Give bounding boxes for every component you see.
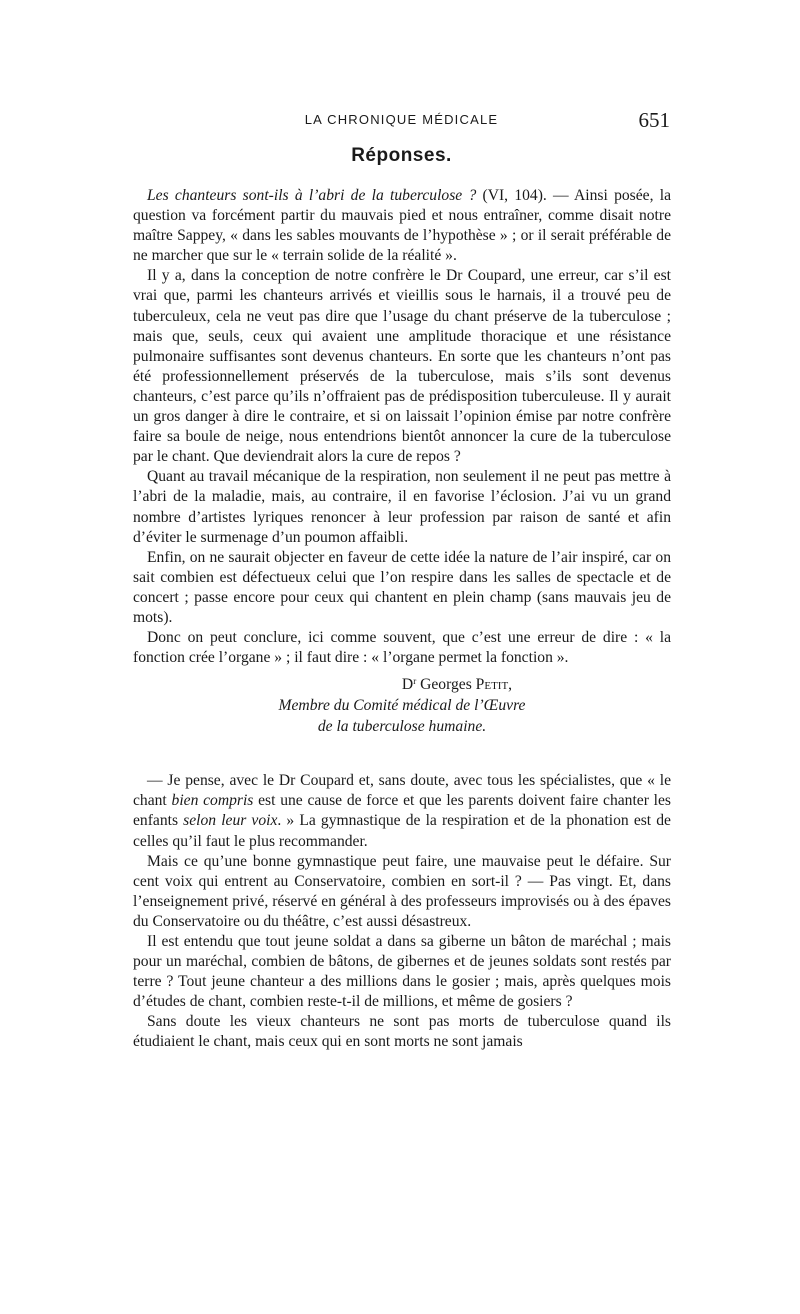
signature-block <box>133 674 671 737</box>
section-gap <box>133 737 671 771</box>
question-paragraph <box>133 186 671 266</box>
paragraph: Donc on peut conclure, ici comme souvent, que c’est une erreur de dire : « la fonction crée l’organe » ; il faut dire : « l’organe permet la fonction ». <box>133 629 671 667</box>
paragraph: Quant au travail mécanique de la respiration, non seulement il ne peut pas mettre à l’abri de la maladie, mais, au contraire, il en favorise l’éclosion. J’ai vu un grand nombre d’artistes lyriques renoncer à leur profession par raison de santé et afin d’éviter le surmenage d’un poumon affaibli. <box>133 468 671 546</box>
signature-affiliation-line2: de la tuberculose humaine. <box>317 718 487 736</box>
article-body <box>133 186 671 1053</box>
question-title: Les chanteurs sont-ils à l’abri de la tuberculose ? <box>147 187 477 204</box>
paragraph: Mais ce qu’une bonne gymnastique peut faire, une mauvaise peut le défaire. Sur cent voix qui entrent au Conservatoire, combien en sort-il ? — Pas vingt. Et, dans l’enseignement privé, réservé en général à des professeurs improvisés ou à des épaves du Conservatoire ou du théâtre, c’est aussi désastreux. <box>133 852 671 930</box>
section-title: Réponses. <box>351 145 452 166</box>
running-head <box>133 108 670 132</box>
signature-name: $D^r$ Georges Petit, <box>401 676 513 694</box>
paragraph: Sans doute les vieux chanteurs ne sont pas morts de tuberculose quand ils étudiaient le chant, mais ceux qui en sont morts ne sont jamais <box>133 1013 671 1051</box>
paragraph: Enfin, on ne saurait objecter en faveur de cette idée la nature de l’air inspiré, car on sait combien est défectueux celui que l’on respire dans les salles de spectacle et de concert ; passe encore pour ceux qui chantent en plein champ (sans mauvais jeu de mots). <box>133 548 671 626</box>
paragraph: Il est entendu que tout jeune soldat a dans sa giberne un bâton de maréchal ; mais pour un maréchal, combien de bâtons, de gibernes et de jeunes soldats sont restés par terre ? Tout jeune chanteur a des millions dans le gosier ; mais, après quelques mois d’études de chant, combien reste-t-il de millions, et même de gosiers ? <box>133 933 671 1011</box>
signature-affiliation-line1: Membre du Comité médical de l’Œuvre <box>278 697 526 715</box>
question-intro: (VI, 104). — Ainsi posée, la question va forcément partir du mauvais pied et nous entraîner, comme disait notre maître Sappey, « dans les sables mouvants de l’hypothèse » ; or il serait préférable de ne marcher que sur le « terrain solide de la réalité ». <box>133 187 672 265</box>
running-title: LA CHRONIQUE MÉDICALE <box>304 112 499 127</box>
page-number: 651 <box>638 108 670 132</box>
paragraph: — Je pense, avec le Dr Coupard et, sans doute, avec tous les spécialistes, que « le chant bien compris est une cause de force et que les parents doivent faire chanter les enfants selon leur voix. » La gymnastique de la respiration et de la phonation est de celles qu’il faut le plus recommander. <box>133 772 671 850</box>
paragraph: Il y a, dans la conception de notre confrère le Dr Coupard, une erreur, car s’il est vrai que, parmi les chanteurs arrivés et vieillis sous le harnais, il a trouvé peu de tuberculeux, cela ne veut pas dire que l’usage du chant préserve de la tuberculose ; mais que, seuls, ceux qui avaient une amplitude thoracique et une résistance pulmonaire suffisantes sont devenus chanteurs. En sorte que les chanteurs n’ont pas été professionnellement préservés de la tuberculose, mais s’ils sont devenus chanteurs, c’est parce qu’ils n’offraient pas de prédisposition tuberculeuse. Il y aurait un gros danger à dire le contraire, et si on laissait l’opinion émise par notre confrère faire sa boule de neige, nous entendrions bientôt annoncer la cure de la tuberculose par le chant. Que deviendrait alors la cure de repos ? <box>133 267 671 466</box>
